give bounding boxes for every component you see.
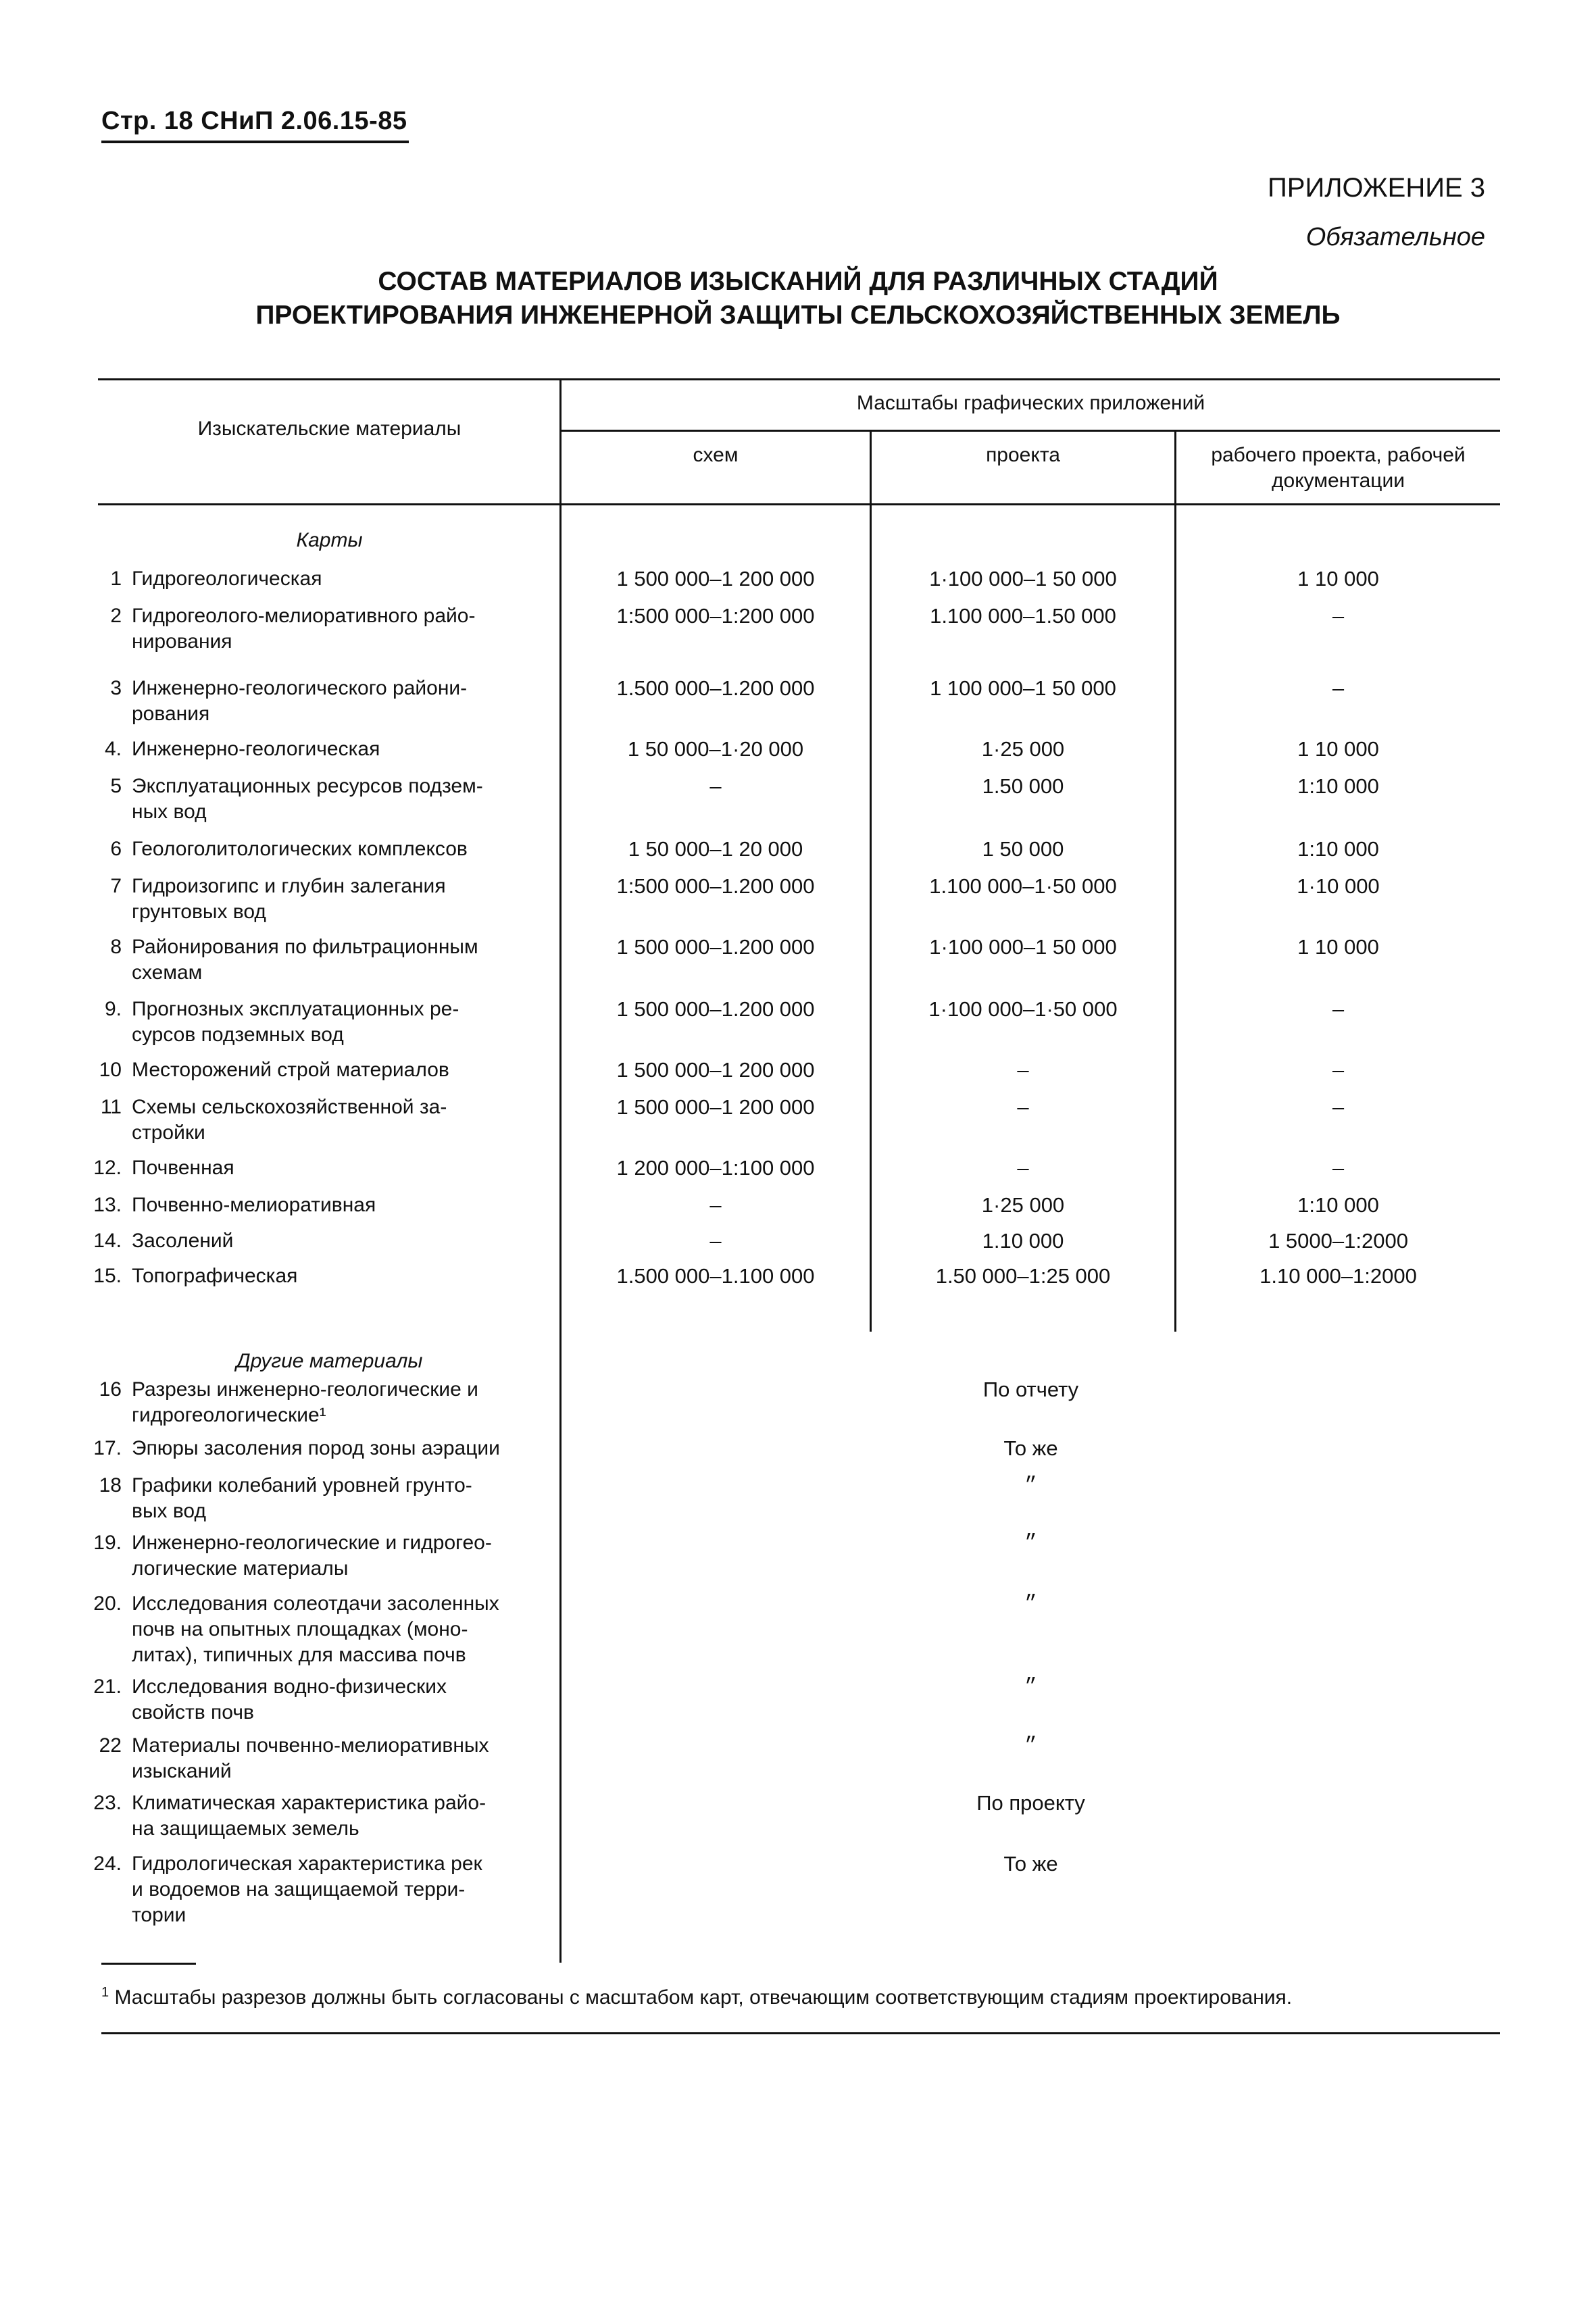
cell-working: –: [1332, 1095, 1345, 1119]
row-name: [132, 1095, 551, 1146]
row-name-line: Инженерно-геологические и гидрогео-: [132, 1532, 492, 1554]
cell-project: 1·25 000: [981, 1193, 1065, 1217]
footnote-text: Масштабы разрезов должны быть согласованы с масштабом карт, отвечающим соответствующим стадиям проектирования.: [114, 1986, 1293, 2009]
cell-schemes: 1 500 000–1 200 000: [616, 567, 815, 590]
cell-project: –: [1017, 1058, 1029, 1082]
cell-schemes: 1 200 000–1:100 000: [616, 1156, 815, 1180]
header-working-line-2: документации: [1272, 470, 1405, 492]
cell-project: –: [1017, 1156, 1029, 1180]
cell-working: –: [1332, 676, 1345, 700]
page-bottom-rule: [101, 2032, 1500, 2034]
cell-working: 1:10 000: [1297, 1193, 1379, 1217]
row-name: [132, 676, 551, 727]
row-name: [132, 774, 551, 825]
row-name: [132, 836, 551, 862]
header-working: [1176, 443, 1500, 494]
cell-project: 1·100 000–1 50 000: [929, 935, 1117, 959]
row-name-line: Топографическая: [132, 1265, 298, 1287]
row-name-line: Гидрогеолого-мелиоративного райо-: [132, 605, 476, 627]
row-name-line: схемам: [132, 961, 203, 984]
title-line-2: ПРОЕКТИРОВАНИЯ ИНЖЕНЕРНОЙ ЗАЩИТЫ СЕЛЬСКОХОЗЯЙСТВЕННЫХ ЗЕМЕЛЬ: [255, 301, 1341, 330]
row-name-line: логические материалы: [132, 1557, 349, 1580]
cell-schemes: 1 50 000–1·20 000: [627, 737, 804, 761]
row-name: [132, 1155, 551, 1181]
row-name-line: рования: [132, 703, 210, 725]
row-name-line: Районирования по фильтрационным: [132, 936, 478, 958]
row-name-line: Эпюры засоления пород зоны аэрации: [132, 1437, 500, 1459]
row-name-line: Почвенно-мелиоративная: [132, 1194, 376, 1216]
cell-scale-note: ״: [1024, 1592, 1037, 1615]
row-name-line: Почвенная: [132, 1157, 234, 1179]
row-name: [132, 1530, 551, 1582]
cell-schemes: 1 500 000–1.200 000: [616, 935, 815, 959]
row-name-line: Инженерно-геологического райони-: [132, 677, 468, 699]
header-materials: Изыскательские материалы: [197, 418, 462, 440]
row-name: [132, 1377, 551, 1428]
row-number: 3: [110, 677, 122, 699]
row-name: [132, 1674, 551, 1726]
row-name: [132, 1436, 551, 1461]
row-number: 24.: [93, 1853, 122, 1875]
cell-project: 1·100 000–1 50 000: [929, 567, 1117, 590]
row-name-line: свойств почв: [132, 1701, 254, 1724]
cell-scale-note: То же: [1003, 1436, 1058, 1460]
row-number: 2: [110, 605, 122, 627]
appendix-status: Обязательное: [1305, 223, 1485, 251]
cell-project: –: [1017, 1095, 1029, 1119]
row-name-line: Геологолитологических комплексов: [132, 838, 468, 860]
row-name-line: Климатическая характеристика райо-: [132, 1792, 487, 1814]
row-name-line: и водоемов на защищаемой терри-: [132, 1878, 466, 1901]
cell-schemes: –: [709, 1193, 722, 1217]
row-number: 11: [100, 1096, 122, 1118]
row-name: [132, 1192, 551, 1218]
cell-scale-note: ״: [1024, 1734, 1037, 1757]
row-name-line: стройки: [132, 1122, 205, 1144]
row-number: 15.: [93, 1265, 122, 1287]
appendix-label: ПРИЛОЖЕНИЕ 3: [1268, 173, 1485, 203]
cell-project: 1.50 000: [982, 774, 1064, 798]
footnote: [101, 1985, 1500, 2009]
row-name-line: Гидрогеологическая: [132, 568, 322, 590]
row-name-line: Гидроизогипс и глубин залегания: [132, 875, 446, 897]
cell-working: 1·10 000: [1297, 874, 1380, 898]
cell-working: 1:10 000: [1297, 837, 1379, 861]
row-number: 1: [110, 568, 122, 590]
cell-schemes: 1:500 000–1.200 000: [616, 874, 815, 898]
cell-working: –: [1332, 604, 1345, 628]
cell-project: 1 50 000: [982, 837, 1064, 861]
cell-project: 1·100 000–1·50 000: [928, 997, 1118, 1021]
row-name-line: Месторожений строй материалов: [132, 1059, 449, 1081]
group-header-rule: [559, 430, 1500, 432]
row-name: [132, 934, 551, 986]
cell-schemes: 1.500 000–1.100 000: [616, 1264, 815, 1288]
row-number: 13.: [93, 1194, 122, 1216]
cell-schemes: –: [709, 1229, 722, 1253]
row-name-line: на защищаемых земель: [132, 1817, 359, 1840]
row-name-line: литах), типичных для массива почв: [132, 1644, 466, 1666]
row-name: [132, 997, 551, 1048]
cell-schemes: 1 50 000–1 20 000: [628, 837, 803, 861]
cell-working: 1:10 000: [1297, 774, 1379, 798]
title-line-1: СОСТАВ МАТЕРИАЛОВ ИЗЫСКАНИЙ ДЛЯ РАЗЛИЧНЫХ СТАДИЙ: [378, 267, 1218, 296]
document-title: [101, 265, 1495, 332]
cell-project: 1.10 000: [982, 1229, 1064, 1253]
row-number: 10: [99, 1059, 122, 1081]
cell-schemes: –: [709, 774, 722, 798]
cell-scale-note: То же: [1003, 1852, 1058, 1876]
row-name-line: грунтовых вод: [132, 901, 266, 923]
row-name: [132, 1473, 551, 1524]
cell-scale-note: ״: [1024, 1474, 1037, 1497]
cell-scale-note: По отчету: [982, 1378, 1079, 1401]
row-name: [132, 1057, 551, 1083]
row-name-line: ных вод: [132, 801, 207, 823]
section-maps: Карты: [296, 529, 363, 551]
header-bottom-rule: [98, 503, 1500, 505]
cell-schemes: 1.500 000–1.200 000: [616, 676, 815, 700]
cell-schemes: 1 500 000–1 200 000: [616, 1058, 815, 1082]
row-number: 5: [110, 775, 122, 797]
section-other: Другие материалы: [236, 1350, 423, 1372]
row-name: [132, 603, 551, 655]
cell-scale-note: По проекту: [976, 1791, 1085, 1815]
row-number: 19.: [93, 1532, 122, 1554]
row-number: 8: [110, 936, 122, 958]
row-name: [132, 566, 551, 592]
row-name-line: Графики колебаний уровней грунто-: [132, 1474, 472, 1496]
row-name-line: Засолений: [132, 1230, 234, 1252]
cell-project: 1 100 000–1 50 000: [930, 676, 1116, 700]
row-number: 7: [110, 875, 122, 897]
row-name-line: сурсов подземных вод: [132, 1024, 344, 1046]
footnote-marker: 1: [101, 1985, 109, 2000]
row-name-line: тории: [132, 1904, 186, 1926]
row-name: [132, 736, 551, 762]
cell-schemes: 1:500 000–1:200 000: [616, 604, 815, 628]
row-name: [132, 1851, 551, 1928]
row-name: [132, 1790, 551, 1842]
row-name-line: гидрогеологические¹: [132, 1404, 326, 1426]
row-name: [132, 1263, 551, 1289]
row-name-line: Материалы почвенно-мелиоративных: [132, 1734, 489, 1757]
row-number: 9.: [104, 998, 122, 1020]
row-name-line: нирования: [132, 630, 232, 653]
cell-scale-note: ״: [1024, 1675, 1037, 1699]
cell-schemes: 1 500 000–1.200 000: [616, 997, 815, 1021]
cell-project: 1·25 000: [981, 737, 1065, 761]
cell-working: 1 5000–1:2000: [1268, 1229, 1408, 1253]
cell-working: –: [1332, 1058, 1345, 1082]
row-name: [132, 1228, 551, 1254]
row-name-line: почв на опытных площадках (моно-: [132, 1618, 468, 1640]
row-name-line: Исследования водно-физических: [132, 1676, 447, 1698]
row-name-line: вых вод: [132, 1500, 206, 1522]
header-underline: [101, 141, 409, 143]
cell-scale-note: ״: [1024, 1531, 1037, 1555]
cell-schemes: 1 500 000–1 200 000: [616, 1095, 815, 1119]
row-number: 20.: [93, 1592, 122, 1615]
cell-working: 1.10 000–1:2000: [1260, 1264, 1417, 1288]
cell-project: 1.100 000–1·50 000: [929, 874, 1117, 898]
cell-working: 1 10 000: [1297, 737, 1379, 761]
row-number: 23.: [93, 1792, 122, 1814]
row-name-line: Гидрологическая характеристика рек: [132, 1853, 482, 1875]
cell-working: 1 10 000: [1297, 935, 1379, 959]
header-project: проекта: [986, 444, 1060, 466]
cell-working: 1 10 000: [1297, 567, 1379, 590]
row-number: 4.: [104, 738, 122, 760]
row-name-line: Прогнозных эксплуатационных ре-: [132, 998, 459, 1020]
row-number: 18: [99, 1474, 122, 1496]
cell-working: –: [1332, 997, 1345, 1021]
row-name-line: Эксплуатационных ресурсов подзем-: [132, 775, 483, 797]
header-schemes: схем: [693, 444, 739, 466]
row-name-line: Инженерно-геологическая: [132, 738, 380, 760]
cell-project: 1.50 000–1:25 000: [935, 1264, 1111, 1288]
row-number: 6: [110, 838, 122, 860]
row-name-line: Разрезы инженерно-геологические и: [132, 1378, 478, 1401]
row-name: [132, 1733, 551, 1784]
row-number: 16: [99, 1378, 122, 1401]
row-name-line: Схемы сельскохозяйственной за-: [132, 1096, 447, 1118]
footnote-rule: [101, 1963, 196, 1965]
header-scales-group: Масштабы графических приложений: [856, 392, 1205, 414]
row-name: [132, 1591, 551, 1668]
cell-working: –: [1332, 1156, 1345, 1180]
row-number: 17.: [93, 1437, 122, 1459]
row-number: 21.: [93, 1676, 122, 1698]
table-top-rule: [98, 378, 1500, 380]
row-number: 14.: [93, 1230, 122, 1252]
row-number: 12.: [93, 1157, 122, 1179]
row-name-line: Исследования солеотдачи засоленных: [132, 1592, 499, 1615]
page-header: Стр. 18 СНиП 2.06.15-85: [101, 107, 407, 135]
row-name: [132, 874, 551, 925]
row-number: 22: [99, 1734, 122, 1757]
cell-project: 1.100 000–1.50 000: [930, 604, 1116, 628]
header-working-line-1: рабочего проекта, рабочей: [1211, 444, 1466, 466]
row-name-line: изысканий: [132, 1760, 232, 1782]
